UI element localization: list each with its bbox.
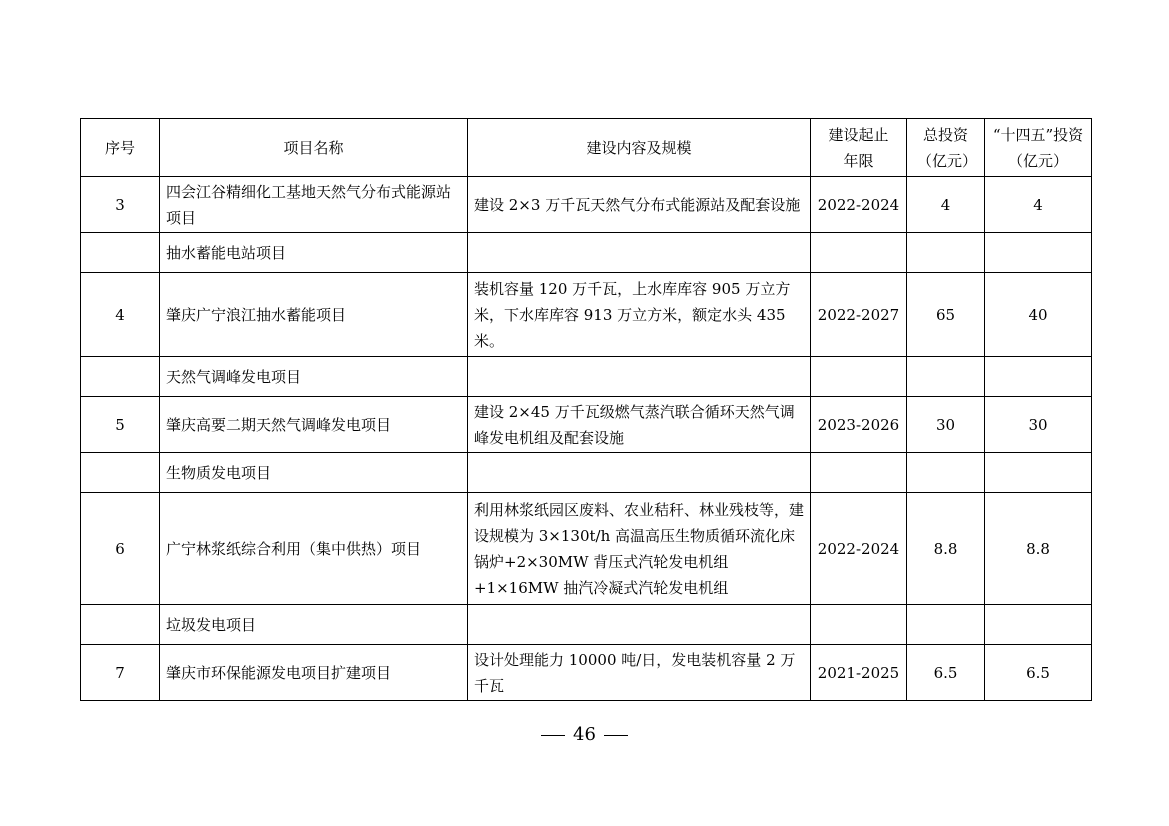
empty-cell [985, 233, 1092, 273]
empty-cell [985, 605, 1092, 645]
empty-cell [81, 357, 160, 397]
empty-cell [907, 605, 985, 645]
row-plan: 8.8 [985, 493, 1092, 605]
row-plan: 40 [985, 273, 1092, 357]
row-years: 2022-2027 [811, 273, 907, 357]
empty-cell [81, 233, 160, 273]
row-years: 2022-2024 [811, 493, 907, 605]
category-row [81, 233, 1092, 273]
empty-cell [811, 605, 907, 645]
empty-cell [985, 357, 1092, 397]
row-total: 30 [907, 397, 985, 453]
empty-cell [468, 605, 811, 645]
row-plan: 4 [985, 177, 1092, 233]
table-row [81, 177, 1092, 233]
empty-cell [907, 453, 985, 493]
row-name: 四会江谷精细化工基地天然气分布式能源站项目 [160, 177, 468, 233]
row-plan: 30 [985, 397, 1092, 453]
row-total: 8.8 [907, 493, 985, 605]
category-name: 垃圾发电项目 [160, 605, 468, 645]
category-row [81, 605, 1092, 645]
category-name: 抽水蓄能电站项目 [160, 233, 468, 273]
table-row [81, 273, 1092, 357]
header-content: 建设内容及规模 [468, 119, 811, 177]
row-no: 4 [81, 273, 160, 357]
table-header-row [81, 119, 1092, 177]
table-row [81, 397, 1092, 453]
page-number-text: 46 [573, 724, 596, 745]
header-years: 建设起止年限 [811, 119, 907, 177]
row-content: 装机容量 120 万千瓦，上水库库容 905 万立方米，下水库库容 913 万立方米，额定水头 435 米。 [468, 273, 811, 357]
header-plan: “十四五”投资（亿元） [985, 119, 1092, 177]
row-years: 2022-2024 [811, 177, 907, 233]
empty-cell [81, 605, 160, 645]
row-name: 肇庆高要二期天然气调峰发电项目 [160, 397, 468, 453]
row-total: 6.5 [907, 645, 985, 701]
empty-cell [811, 233, 907, 273]
page-number [0, 724, 1169, 745]
table-row [81, 645, 1092, 701]
empty-cell [468, 233, 811, 273]
row-plan: 6.5 [985, 645, 1092, 701]
header-name: 项目名称 [160, 119, 468, 177]
row-years: 2023-2026 [811, 397, 907, 453]
empty-cell [468, 453, 811, 493]
dash-right [604, 735, 628, 736]
row-name: 广宁林浆纸综合利用（集中供热）项目 [160, 493, 468, 605]
row-total: 65 [907, 273, 985, 357]
row-no: 5 [81, 397, 160, 453]
empty-cell [811, 453, 907, 493]
row-no: 3 [81, 177, 160, 233]
row-no: 7 [81, 645, 160, 701]
header-total: 总投资（亿元） [907, 119, 985, 177]
row-content: 建设 2×45 万千瓦级燃气蒸汽联合循环天然气调峰发电机组及配套设施 [468, 397, 811, 453]
header-no: 序号 [81, 119, 160, 177]
category-name: 天然气调峰发电项目 [160, 357, 468, 397]
category-row [81, 357, 1092, 397]
category-row [81, 453, 1092, 493]
empty-cell [907, 233, 985, 273]
row-no: 6 [81, 493, 160, 605]
row-total: 4 [907, 177, 985, 233]
empty-cell [468, 357, 811, 397]
empty-cell [985, 453, 1092, 493]
row-years: 2021-2025 [811, 645, 907, 701]
row-name: 肇庆广宁浪江抽水蓄能项目 [160, 273, 468, 357]
row-content: 设计处理能力 10000 吨/日，发电装机容量 2 万千瓦 [468, 645, 811, 701]
row-name: 肇庆市环保能源发电项目扩建项目 [160, 645, 468, 701]
row-content: 利用林浆纸园区废料、农业秸秆、林业残枝等，建设规模为 3×130t/h 高温高压生物质循环流化床锅炉+2×30MW 背压式汽轮发电机组+1×16MW 抽汽冷凝式汽轮发电机组 [468, 493, 811, 605]
row-content: 建设 2×3 万千瓦天然气分布式能源站及配套设施 [468, 177, 811, 233]
project-table [80, 118, 1092, 701]
category-name: 生物质发电项目 [160, 453, 468, 493]
empty-cell [907, 357, 985, 397]
dash-left [541, 735, 565, 736]
table-row [81, 493, 1092, 605]
empty-cell [811, 357, 907, 397]
empty-cell [81, 453, 160, 493]
